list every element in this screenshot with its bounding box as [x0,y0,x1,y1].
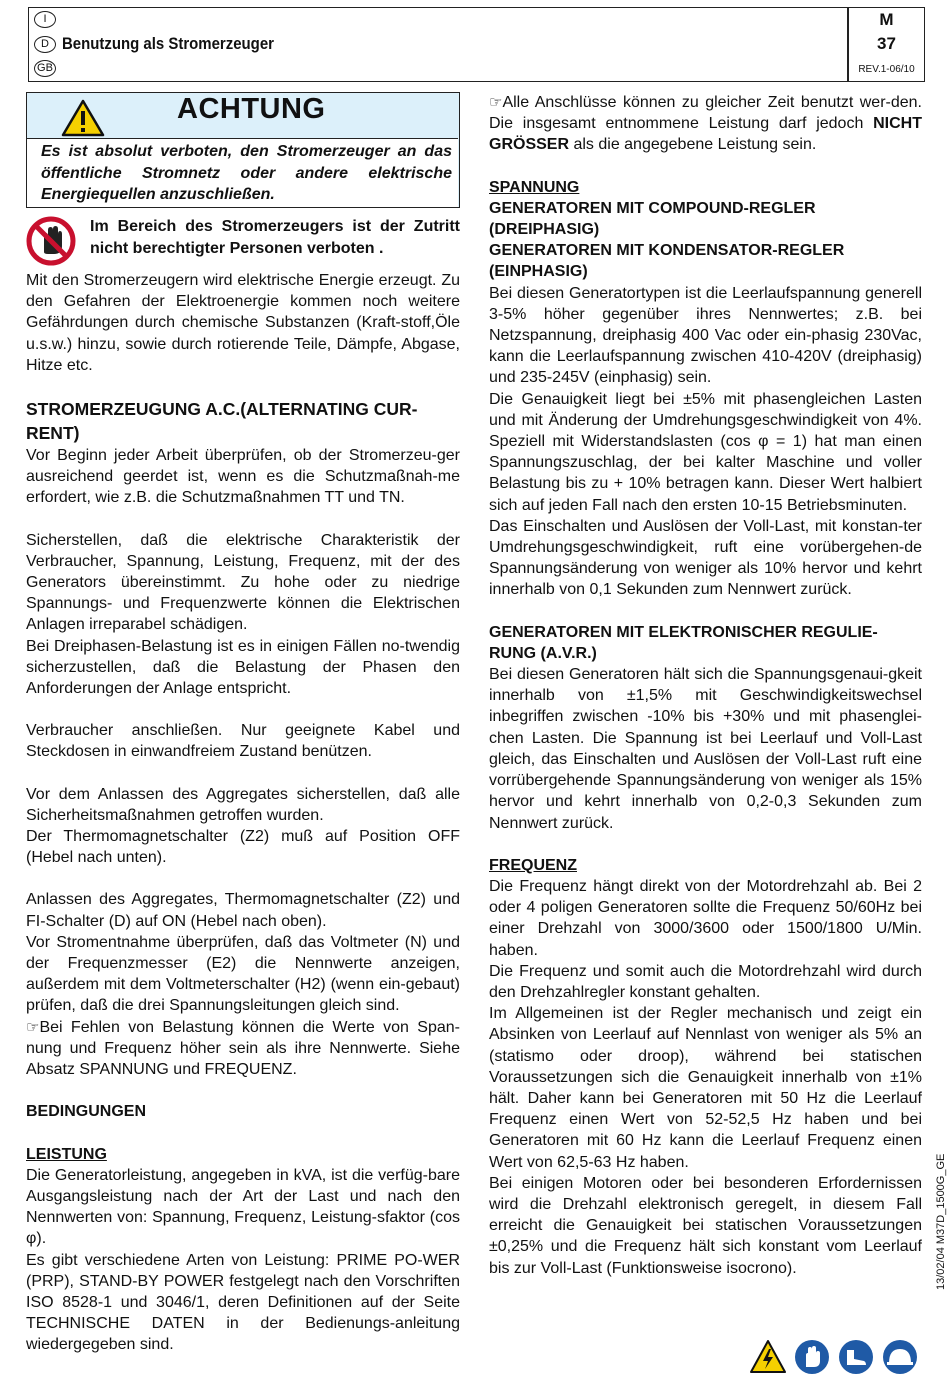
right-column [489,92,922,1279]
voltage-subheading-capacitor: GENERATOREN MIT KONDENSATOR-REGLER (EINPHASIG) [489,242,845,281]
lang-code-d: D [34,36,56,53]
section-code: M [879,10,894,29]
page-title: Benutzung als Stromerzeuger [62,34,274,53]
ac-paragraph-3: Bei Dreiphasen-Belastung ist es in einigen Fällen no-twendig sicherzustellen, daß die Belastung der Phasen den Anforderungen der Anlage entspricht. [26,637,460,698]
warning-box [26,92,460,208]
frequency-paragraph-2: Die Frequenz und somit auch die Motordrehzahl wird durch den Drehzahlregler konstant gehalten. [489,962,922,1001]
voltage-paragraph-3: Das Einschalten und Auslösen der Voll-Last, mit konstan-ter Umdrehungsgeschwindigkeit, ruft eine vorübergehen-de Spannungsänderung von weniger als 10% hervor und kehrt innerhalb von 0,1 Sekunden zum Nennwert zurück. [489,517,922,599]
document-code: 13/02/04 M37D_1500G_GE [935,1153,947,1290]
ac-paragraph-1: Vor Beginn jeder Arbeit überprüfen, ob der Stromerzeu-ger ausreichend geerdet ist, wenn es die Schutzmaßnah-me erfordert, wie z.B. die Schutzmaßnahmen TT und TN. [26,447,460,507]
warning-triangle-icon [61,99,105,137]
power-heading: LEISTUNG [26,1145,107,1163]
ac-paragraph-6: Der Thermomagnetschalter (Z2) muß auf Position OFF (Hebel nach unten). [26,828,460,867]
avr-heading: GENERATOREN MIT ELEKTRONISCHER REGULIE-RUNG (A.V.R.) [489,623,878,662]
frequency-paragraph-1: Die Frequenz hängt direkt von der Motordrehzahl ab. Bei 2 oder 4 poligen Generatoren sollte die Frequenz 50/60Hz bei einer Drehzahl von 3000/3600 oder 1500/1800 U/Min. haben. [489,877,922,959]
left-column [26,92,460,1356]
voltage-paragraph-2: Die Genauigkeit liegt bei ±5% mit phasengleichen Lasten und mit Änderung der Umdrehungsgeschwindigkeit von 4%. Speziell mit Widerstandslasten (cos φ = 1) hat man einen Spannungszuschlag, der bei kalter Maschine und voller Belastung bis zu + 10% betragen kann. Dieser Wert halbiert sich auf jeden Fall nach den ersten 10-15 Betriebsminuten. [489,390,922,514]
ac-paragraph-8: Vor Stromentnahme überprüfen, daß das Voltmeter (N) und der Frequenzmesser (E2) die Nennwerte anzeigen, außerdem mit dem Voltmeterschalter (H2) (wenn ein-gebaut) prüfen, daß die drei Spannungsleitungen gleich sind. [26,933,460,1015]
lang-code-gb: GB [34,60,56,77]
no-entry-text: Im Bereich des Stromerzeugers ist der Zutritt nicht berechtigter Personen verboten . [90,218,460,257]
voltage-heading: SPANNUNG [489,178,580,196]
frequency-heading: FREQUENZ [489,856,577,874]
ac-note [26,1017,460,1081]
page-header [28,7,925,82]
lang-code-i: I [34,11,56,28]
conditions-heading: BEDINGUNGEN [26,1103,147,1121]
power-paragraph-1: Die Generatorleistung, angegeben in kVA, ist die verfüg-bare Ausgangsleistung nach der Art der Last und nach den Nennwerten von: Spannung, Frequenz, Leistung-sfaktor (cos φ). [26,1166,460,1248]
connections-paragraph: ☞Alle Anschlüsse können zu gleicher Zeit benutzt wer-den. Die insgesamt entnommene Leistung darf jedoch NICHT GRÖSSER als die angegebene Leistung sein. [489,94,922,154]
revision-label: REV.1-06/10 [858,64,915,75]
ac-paragraph-4: Verbraucher anschließen. Nur geeignete Kabel und Steckdosen in einwandfreiem Zustand benützen. [26,722,460,761]
avr-paragraph: Bei diesen Generatoren hält sich die Spannungsgenaui-gkeit innerhalb von ±1,5% mit Geschwindigkeitswechsel inbegriffen zwischen -10% bis +30% und mit phasenglei-chen Lasten. Die Spannung ist bei Leerlauf und Voll-Last gleich, das Einschalten und Auslösen der Voll-Last ruft eine vorrübergehende Spannungsänderung von weniger als 15% hervor und kehrt innerhalb von 0,2-0,3 Sekunden zum Nennwert zurück. [489,666,922,832]
safety-boots-icon [838,1339,874,1375]
warning-heading: ACHTUNG [177,93,326,125]
ac-paragraph-2: Sicherstellen, daß die elektrische Charakteristik der Verbraucher, Spannung, Leistung, Frequenz, mit der des Generators übereinstimmt. Zu hohe oder zu niedrige Spannungs- und Frequenzwerte können die Elektrischen Anlagen irreparabel schädigen. [26,531,460,634]
ac-paragraph-5: Vor dem Anlassen des Aggregates sicherstellen, daß alle Sicherheitsmaßnahmen getroffen wurden. [26,785,460,824]
intro-paragraph: Mit den Stromerzeugern wird elektrische Energie erzeugt. Zu den Gefahren der Elektroenergie kommen noch weitere Gefährdungen durch chemische Substanzen (Kraft-stoff,Öle u.s.w.) hinzu, sowie durch rotierende Teile, Dämpfe, Abgase, Hitze etc. [26,272,460,374]
frequency-paragraph-4: Bei einigen Motoren oder bei besonderen Erfordernissen wird die Drehzahl elektronisch geregelt, in diesem Fall erreicht die Genauigkeit bei statischen Voraussetzungen ±0,25% und die Frequenz hält sich konstant vom Leerlauf bis zur Voll-Last (Funktionsweise isocrono). [489,1174,922,1277]
power-paragraph-2: Es gibt verschiedene Arten von Leistung: PRIME PO-WER (PRP), STAND-BY POWER festgelegt nach den Vorschriften ISO 8528-1 und 3046/1, deren Definitionen auf der Seite TECHNISCHE DATEN in der Bedienungs-anleitung wiedergegeben sind. [26,1251,460,1354]
frequency-paragraph-3: Im Allgemeinen ist der Regler mechanisch und zeigt ein Absinken von Leerlauf auf Nennlast von weniger als 5% an (statismo oder droop), während bei statischen Voraussetzungen sich die Genauigkeit innerhalb von ±1% hält. Daher kann bei Generatoren mit 50 Hz die Leerlauf Frequenz einen Wert von 52-52,5 Hz haben und bei Generatoren mit 60 Hz kann die Leerlauf Frequenz einen Wert von 62,5-63 Hz haben. [489,1005,922,1171]
ac-paragraph-9: Bei Fehlen von Belastung können die Werte von Span-nung und Frequenz höher sein als ihre Nennwerte. Siehe Absatz SPANNUNG und FREQUENZ. [26,1018,460,1079]
safety-icons [750,1339,918,1375]
voltage-paragraph-1: Bei diesen Generatortypen ist die Leerlaufspannung generell 3-5% höher gegenüber ihres Nennwertes; z.B. bei Netzspannung, dreiphasig 400 Vac oder ein-phasig 230Vac, kann die Leerlaufspannung zwischen 410-420V (dreiphasig) und 235-245V (einphasig) sein. [489,284,922,387]
voltage-subheading-compound: GENERATOREN MIT COMPOUND-REGLER (DREIPHASIG) [489,199,816,239]
ac-heading: STROMERZEUGUNG A.C.(ALTERNATING CUR-RENT) [26,399,418,444]
no-entry-hand-icon [26,216,76,266]
helmet-icon [882,1339,918,1375]
page-number: 37 [877,34,896,53]
no-entry-notice [26,214,460,270]
pointing-hand-icon: ☞ [489,94,503,111]
pointing-hand-icon: ☞ [26,1018,40,1036]
warning-text: Es ist absolut verboten, den Stromerzeuger an das öffentliche Stromnetz oder andere elektrische Energiequellen anzuschließen. [27,138,458,207]
gloves-icon [794,1339,830,1375]
electric-hazard-icon [750,1339,786,1375]
ac-paragraph-7: Anlassen des Aggregates, Thermomagnetschalter (Z2) und FI-Schalter (D) auf ON (Hebel nach oben). [26,891,460,930]
